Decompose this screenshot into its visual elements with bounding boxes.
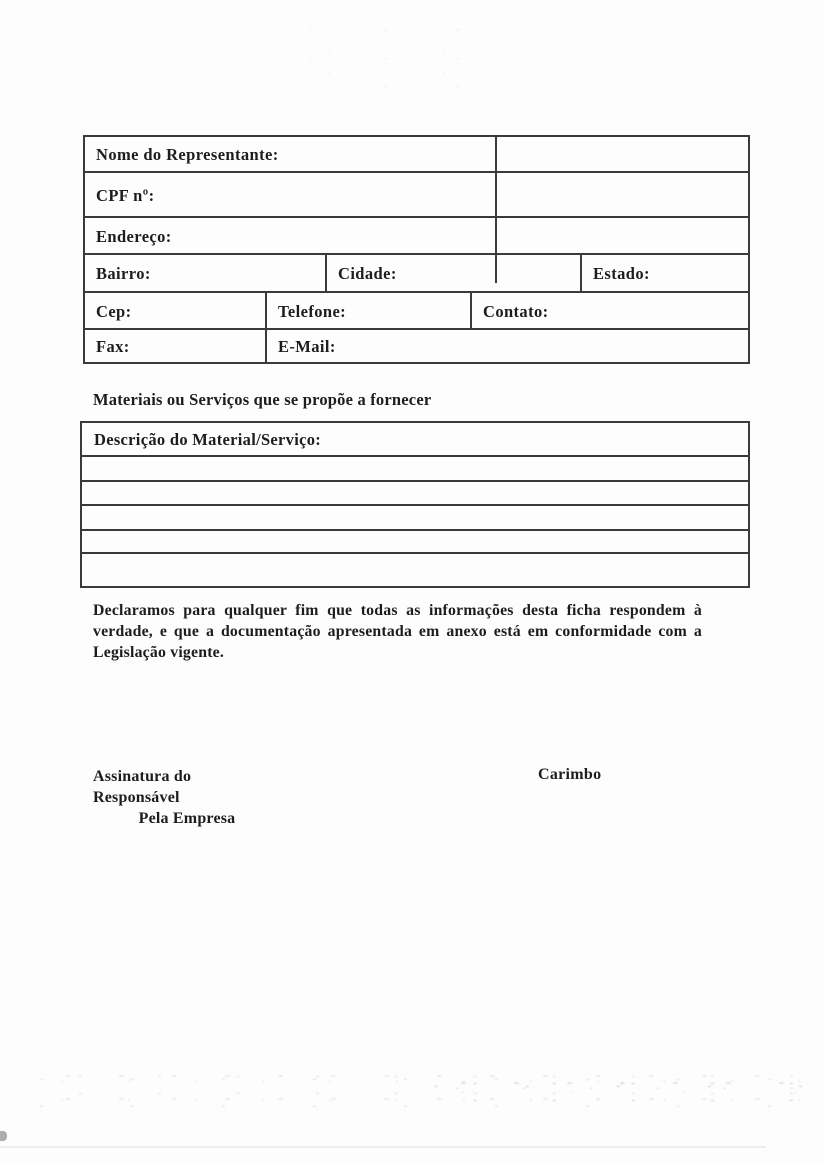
declaration-line-2: verdade, e que a documentação apresentada em anexo está em conformidade com a (93, 623, 702, 640)
telefone-cell (267, 293, 472, 328)
table-row-nome (85, 137, 748, 173)
contato-label: Contato: (483, 301, 549, 321)
bairro-cell (85, 255, 327, 291)
declaration-paragraph (93, 600, 702, 663)
table-row-cep-telefone-contato (85, 293, 748, 330)
scan-noise-bottom-right (420, 1075, 815, 1105)
materials-table-header (82, 423, 748, 457)
nome-representante-label: Nome do Representante: (96, 145, 279, 164)
descricao-material-label: Descrição do Material/Serviço: (94, 430, 322, 449)
table-row-cpf (85, 173, 748, 218)
fax-cell (85, 330, 267, 362)
cep-cell (85, 293, 267, 328)
endereco-cell (85, 218, 748, 253)
materials-section-heading: Materiais ou Serviços que se propõe a fornecer (93, 390, 432, 409)
scan-noise-top (290, 18, 480, 93)
material-description-empty-row (82, 506, 748, 531)
email-label: E-Mail: (278, 337, 336, 356)
cidade-label: Cidade: (338, 264, 397, 283)
declaration-line-3: Legislação vigente. (93, 644, 225, 661)
material-description-empty-row (82, 482, 748, 506)
endereco-label: Endereço: (96, 226, 172, 246)
table-row-endereco (85, 218, 748, 255)
signature-label-line1: Assinatura do Responsável (93, 768, 192, 806)
cpf-label: CPF nº: (96, 185, 155, 205)
scan-edge-mark (0, 1131, 7, 1141)
scan-faint-line (0, 1146, 766, 1148)
bairro-label: Bairro: (96, 264, 151, 283)
cep-label: Cep: (96, 301, 132, 321)
contato-cell (472, 293, 748, 328)
table-row-fax-email (85, 330, 748, 362)
material-description-empty-row (82, 457, 748, 482)
nome-representante-cell (85, 137, 748, 171)
representative-info-table (83, 135, 750, 364)
signature-label-line2: Pela Empresa (138, 810, 236, 827)
column-divider-line (495, 135, 497, 283)
estado-label: Estado: (593, 264, 650, 283)
stamp-label: Carimbo (538, 766, 602, 783)
material-description-empty-row (82, 554, 748, 586)
fax-label: Fax: (96, 337, 130, 356)
cpf-cell (85, 173, 748, 216)
email-cell (267, 330, 748, 362)
table-row-bairro-cidade-estado (85, 255, 748, 293)
signature-block (93, 766, 281, 829)
material-description-empty-row (82, 531, 748, 554)
cidade-cell (327, 255, 582, 291)
estado-cell (582, 255, 748, 291)
declaration-line-1: Declaramos para qualquer fim que todas as informações desta ficha respondem à (93, 602, 702, 619)
telefone-label: Telefone: (278, 301, 347, 321)
materials-table (80, 421, 750, 588)
